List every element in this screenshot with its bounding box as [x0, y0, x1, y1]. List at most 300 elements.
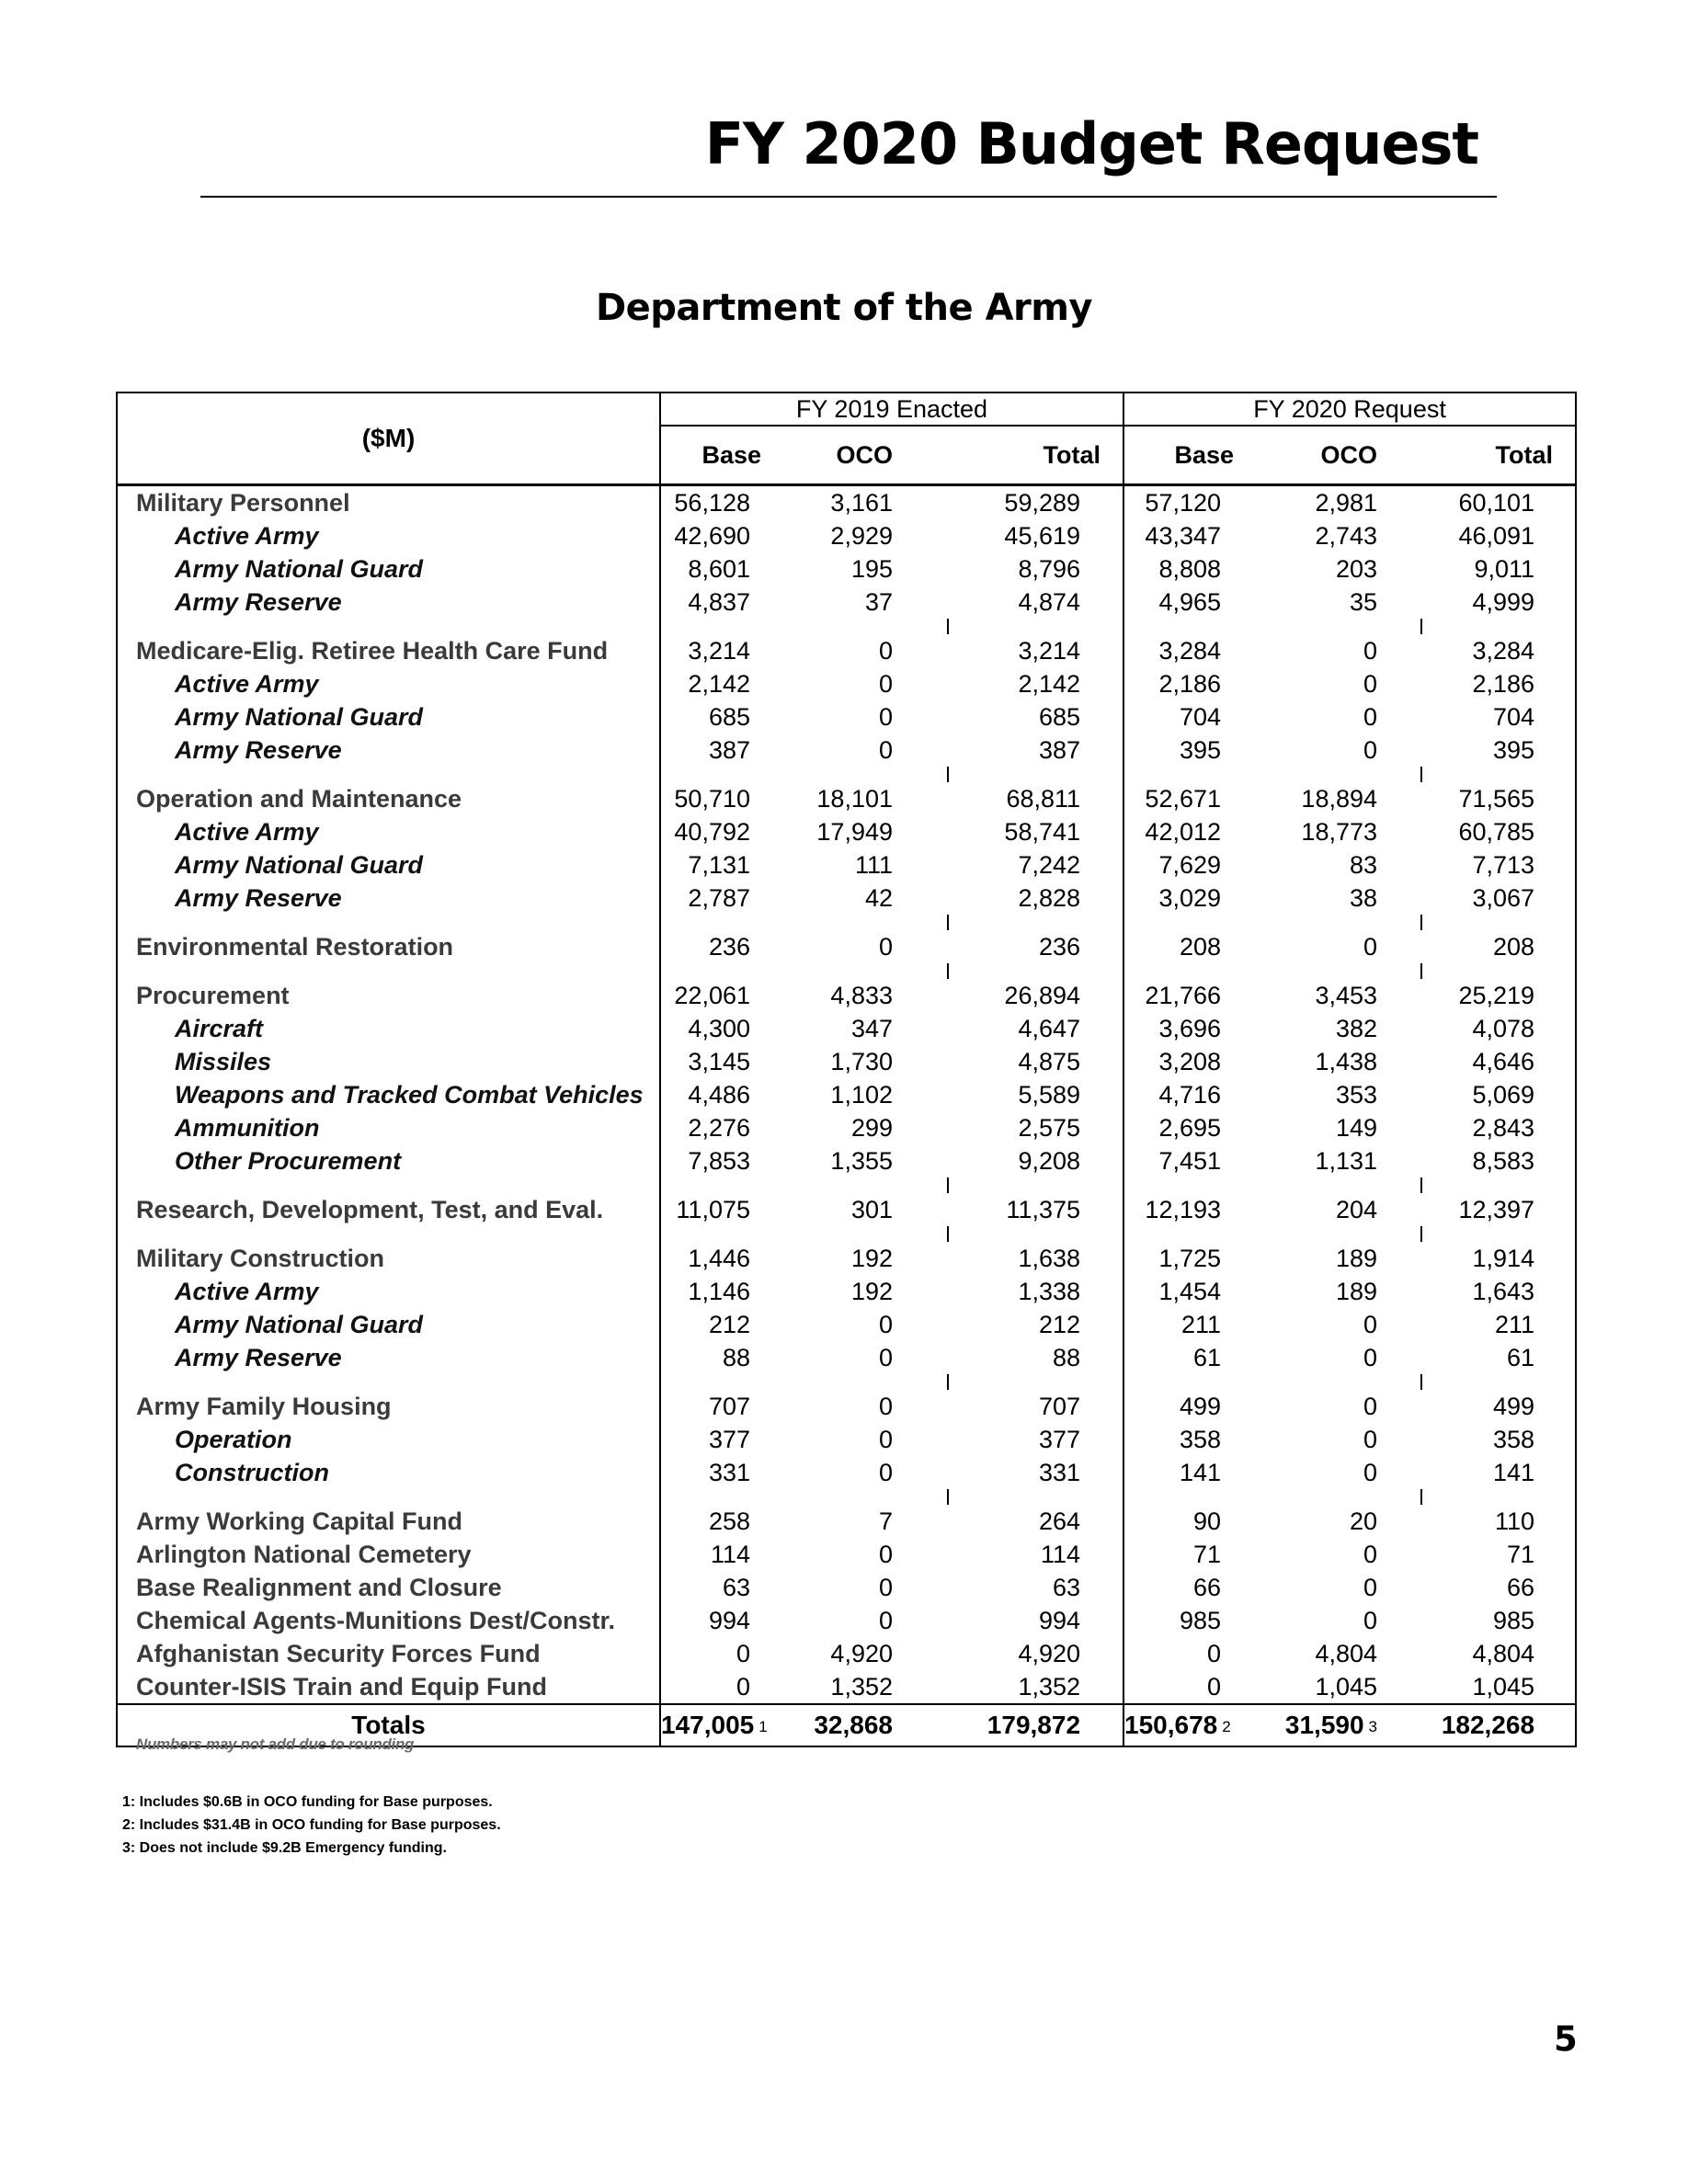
- table-row: [117, 815, 1576, 848]
- table-row: [117, 667, 1576, 700]
- value-cell: 63: [722, 1574, 750, 1601]
- value-cell: 358: [1421, 1423, 1576, 1456]
- value-cell: 258: [708, 1507, 750, 1535]
- value-cell: 114: [948, 1538, 1123, 1571]
- value-cell: 331: [708, 1459, 750, 1486]
- value-cell: 0: [1206, 1640, 1222, 1667]
- value-cell: 26,894: [948, 979, 1123, 1012]
- spacer-cell: [1272, 1374, 1421, 1390]
- row-spacer: [117, 915, 1576, 930]
- value-cell: 387: [948, 734, 1123, 767]
- value-cell: 0: [878, 1574, 893, 1601]
- spacer-cell: [948, 1489, 1123, 1505]
- value-cell: 2,695: [1158, 1114, 1222, 1142]
- value-cell: 18,773: [1301, 818, 1378, 846]
- value-cell: 3,214: [688, 637, 750, 665]
- value-cell: 71,565: [1421, 782, 1576, 815]
- value-cell: 0: [1363, 703, 1378, 731]
- value-cell: 61: [1192, 1344, 1222, 1371]
- value-cell: 110: [1421, 1505, 1576, 1538]
- value-cell: 192: [850, 1278, 893, 1305]
- value-cell: 1,438: [1315, 1048, 1378, 1075]
- value-cell: 0: [1363, 1459, 1378, 1486]
- spacer-cell: [1272, 619, 1421, 634]
- row-spacer: [117, 963, 1576, 979]
- value-cell: 2,981: [1315, 489, 1378, 517]
- value-cell: 0: [1363, 1607, 1378, 1634]
- value-cell: 707: [708, 1393, 750, 1420]
- value-cell: 0: [1363, 1574, 1378, 1601]
- value-cell: 301: [850, 1196, 893, 1223]
- value-cell: 208: [1421, 930, 1576, 963]
- subcategory-label: Other Procurement: [117, 1144, 660, 1177]
- spacer-cell: [1123, 1226, 1272, 1242]
- spacer-cell: [660, 915, 796, 930]
- value-cell: 2,787: [688, 884, 750, 912]
- value-cell: 11,075: [676, 1196, 750, 1223]
- value-cell: 2,142: [688, 670, 750, 698]
- table-row: [117, 634, 1576, 667]
- value-cell: 3,284: [1158, 637, 1222, 665]
- table-row: [117, 1111, 1576, 1144]
- value-cell: 1,146: [688, 1278, 750, 1305]
- table-row: [117, 1308, 1576, 1341]
- spacer-cell: [1272, 767, 1421, 782]
- value-cell: 189: [1335, 1278, 1378, 1305]
- value-cell: 149: [1335, 1114, 1378, 1142]
- value-cell: 8,601: [688, 555, 750, 583]
- totals-label: Totals: [117, 1704, 660, 1746]
- spacer-cell: [1123, 1374, 1272, 1390]
- spacer-cell: [948, 619, 1123, 634]
- value-cell: 25,219: [1421, 979, 1576, 1012]
- value-cell: 7,853: [688, 1147, 750, 1175]
- total-value: [660, 1704, 796, 1746]
- spacer-cell: [1123, 1177, 1272, 1193]
- column-header-oco: OCO: [1272, 426, 1421, 485]
- value-cell: 3,208: [1158, 1048, 1222, 1075]
- value-cell: 2,186: [1158, 670, 1222, 698]
- value-cell: 0: [878, 1607, 893, 1634]
- value-cell: 60,785: [1421, 815, 1576, 848]
- value-cell: 83: [1349, 851, 1378, 879]
- value-cell: 1,045: [1315, 1673, 1378, 1701]
- value-cell: 42,012: [1145, 818, 1222, 846]
- value-cell: 7,451: [1158, 1147, 1222, 1175]
- value-cell: 331: [948, 1456, 1123, 1489]
- value-cell: 994: [708, 1607, 750, 1634]
- value-cell: 195: [850, 555, 893, 583]
- spacer-cell: [948, 1374, 1123, 1390]
- value-cell: 985: [1179, 1607, 1222, 1634]
- spacer-cell: [1123, 619, 1272, 634]
- value-cell: 0: [1363, 670, 1378, 698]
- value-cell: 204: [1335, 1196, 1378, 1223]
- table-row: [117, 1604, 1576, 1637]
- value-cell: 1,131: [1315, 1147, 1378, 1175]
- spacer-cell: [948, 1226, 1123, 1242]
- value-cell: 0: [1206, 1673, 1222, 1701]
- value-cell: 208: [1179, 933, 1222, 961]
- value-cell: 71: [1192, 1541, 1222, 1568]
- value-cell: 4,486: [688, 1081, 750, 1109]
- spacer-cell: [948, 1177, 1123, 1193]
- rounding-note: Numbers may not add due to rounding: [136, 1735, 415, 1753]
- footnote-mark: 3: [1368, 1718, 1378, 1735]
- category-label: Army Family Housing: [117, 1390, 660, 1423]
- value-text: 182,268: [1441, 1711, 1535, 1739]
- table-row: [117, 979, 1576, 1012]
- value-cell: 8,796: [948, 552, 1123, 586]
- spacer-cell: [796, 619, 948, 634]
- value-cell: 212: [708, 1311, 750, 1338]
- value-cell: 0: [878, 736, 893, 764]
- value-cell: 4,965: [1158, 588, 1222, 616]
- value-cell: 11,375: [948, 1193, 1123, 1226]
- value-cell: 0: [878, 703, 893, 731]
- value-cell: 0: [878, 1311, 893, 1338]
- subcategory-label: Army Reserve: [117, 1341, 660, 1374]
- table-row: [117, 1193, 1576, 1226]
- table-row: [117, 734, 1576, 767]
- table-row: [117, 1144, 1576, 1177]
- spacer-cell: [117, 1374, 660, 1390]
- value-cell: 63: [948, 1571, 1123, 1604]
- value-cell: 38: [1349, 884, 1378, 912]
- value-cell: 12,397: [1421, 1193, 1576, 1226]
- category-label: Military Construction: [117, 1242, 660, 1275]
- spacer-cell: [1421, 963, 1576, 979]
- value-cell: 4,716: [1158, 1081, 1222, 1109]
- footnote-mark: 1: [758, 1718, 768, 1735]
- value-cell: 499: [1179, 1393, 1222, 1420]
- value-cell: 22,061: [674, 982, 750, 1009]
- budget-table: [116, 392, 1577, 1747]
- spacer-cell: [796, 767, 948, 782]
- value-cell: 3,067: [1421, 882, 1576, 915]
- spacer-cell: [660, 963, 796, 979]
- spacer-cell: [796, 1489, 948, 1505]
- row-spacer: [117, 1226, 1576, 1242]
- spacer-cell: [117, 1177, 660, 1193]
- value-cell: 7,131: [688, 851, 750, 879]
- value-cell: 7: [878, 1507, 893, 1535]
- value-cell: 52,671: [1145, 785, 1222, 813]
- row-spacer: [117, 1177, 1576, 1193]
- value-text: 32,868: [814, 1711, 893, 1739]
- value-cell: 88: [722, 1344, 750, 1371]
- value-cell: 42,690: [674, 522, 750, 550]
- value-cell: 499: [1421, 1390, 1576, 1423]
- value-cell: 1,914: [1421, 1242, 1576, 1275]
- value-cell: 2,276: [688, 1114, 750, 1142]
- spacer-cell: [660, 1489, 796, 1505]
- value-cell: 0: [1363, 1344, 1378, 1371]
- group-header-fy2019: FY 2019 Enacted: [660, 392, 1123, 426]
- value-cell: 4,804: [1315, 1640, 1378, 1667]
- value-cell: 0: [1363, 1311, 1378, 1338]
- value-cell: 1,730: [830, 1048, 893, 1075]
- spacer-cell: [796, 1374, 948, 1390]
- footnotes: [122, 1791, 501, 1860]
- value-cell: 42: [864, 884, 893, 912]
- value-cell: 37: [864, 588, 893, 616]
- table-row: [117, 848, 1576, 882]
- spacer-cell: [660, 1374, 796, 1390]
- value-text: 179,872: [987, 1711, 1081, 1739]
- value-cell: 0: [1363, 1541, 1378, 1568]
- category-label: Research, Development, Test, and Eval.: [117, 1193, 660, 1226]
- value-cell: 211: [1421, 1308, 1576, 1341]
- value-cell: 1,454: [1158, 1278, 1222, 1305]
- subcategory-label: Ammunition: [117, 1111, 660, 1144]
- spacer-cell: [1421, 1226, 1576, 1242]
- total-value: [1272, 1704, 1421, 1746]
- value-cell: 0: [878, 933, 893, 961]
- value-cell: 43,347: [1145, 522, 1222, 550]
- table-row: [117, 1012, 1576, 1045]
- category-label: Base Realignment and Closure: [117, 1571, 660, 1604]
- value-cell: 985: [1421, 1604, 1576, 1637]
- value-cell: 0: [1363, 1393, 1378, 1420]
- subcategory-label: Army National Guard: [117, 848, 660, 882]
- value-text: 150,678: [1124, 1711, 1218, 1739]
- spacer-cell: [796, 1177, 948, 1193]
- value-text: 31,590: [1284, 1711, 1364, 1739]
- value-cell: 18,101: [816, 785, 893, 813]
- total-value: [1421, 1704, 1576, 1746]
- value-cell: 60,101: [1421, 485, 1576, 520]
- value-text: 147,005: [661, 1711, 755, 1739]
- value-cell: 4,920: [948, 1637, 1123, 1670]
- value-cell: 18,894: [1301, 785, 1378, 813]
- value-cell: 264: [948, 1505, 1123, 1538]
- table-row: [117, 1390, 1576, 1423]
- category-label: Arlington National Cemetery: [117, 1538, 660, 1571]
- column-header-base: Base: [660, 426, 796, 485]
- value-cell: 50,710: [674, 785, 750, 813]
- value-cell: 685: [948, 700, 1123, 734]
- spacer-cell: [1123, 963, 1272, 979]
- value-cell: 1,643: [1421, 1275, 1576, 1308]
- value-cell: 1,638: [948, 1242, 1123, 1275]
- column-header-total: Total: [948, 426, 1123, 485]
- spacer-cell: [117, 619, 660, 634]
- subcategory-label: Active Army: [117, 815, 660, 848]
- value-cell: 3,284: [1421, 634, 1576, 667]
- footnote-3: 3: Does not include $9.2B Emergency funding.: [122, 1840, 447, 1856]
- total-value: [796, 1704, 948, 1746]
- subcategory-label: Army Reserve: [117, 734, 660, 767]
- value-cell: 0: [736, 1640, 750, 1667]
- category-label: Operation and Maintenance: [117, 782, 660, 815]
- spacer-cell: [1272, 963, 1421, 979]
- value-cell: 1,045: [1421, 1670, 1576, 1704]
- table-row: [117, 1670, 1576, 1704]
- value-cell: 2,743: [1315, 522, 1378, 550]
- value-cell: 8,583: [1421, 1144, 1576, 1177]
- value-cell: 2,186: [1421, 667, 1576, 700]
- value-cell: 4,837: [688, 588, 750, 616]
- value-cell: 189: [1335, 1245, 1378, 1272]
- value-cell: 68,811: [948, 782, 1123, 815]
- subcategory-label: Construction: [117, 1456, 660, 1489]
- value-cell: 141: [1179, 1459, 1222, 1486]
- spacer-cell: [1272, 1177, 1421, 1193]
- value-cell: 3,161: [830, 489, 893, 517]
- value-cell: 111: [854, 851, 893, 879]
- value-cell: 212: [948, 1308, 1123, 1341]
- subcategory-label: Active Army: [117, 519, 660, 552]
- value-cell: 358: [1179, 1426, 1222, 1453]
- value-cell: 8,808: [1158, 555, 1222, 583]
- spacer-cell: [1421, 1177, 1576, 1193]
- table-row: [117, 882, 1576, 915]
- value-cell: 4,875: [948, 1045, 1123, 1078]
- subcategory-label: Active Army: [117, 1275, 660, 1308]
- value-cell: 71: [1421, 1538, 1576, 1571]
- subcategory-label: Army National Guard: [117, 552, 660, 586]
- table-row: [117, 1456, 1576, 1489]
- value-cell: 12,193: [1145, 1196, 1222, 1223]
- spacer-cell: [1421, 915, 1576, 930]
- spacer-cell: [117, 963, 660, 979]
- value-cell: 192: [850, 1245, 893, 1272]
- value-cell: 704: [1179, 703, 1222, 731]
- spacer-cell: [1272, 915, 1421, 930]
- spacer-cell: [948, 963, 1123, 979]
- category-label: Medicare-Elig. Retiree Health Care Fund: [117, 634, 660, 667]
- value-cell: 4,920: [830, 1640, 893, 1667]
- value-cell: 5,069: [1421, 1078, 1576, 1111]
- page-subtitle: Department of the Army: [595, 287, 1093, 329]
- table-row: [117, 700, 1576, 734]
- spacer-cell: [796, 915, 948, 930]
- spacer-cell: [1123, 1489, 1272, 1505]
- value-cell: 353: [1335, 1081, 1378, 1109]
- spacer-cell: [1272, 1489, 1421, 1505]
- value-cell: 0: [878, 1426, 893, 1453]
- spacer-cell: [117, 915, 660, 930]
- spacer-cell: [660, 767, 796, 782]
- value-cell: 2,142: [948, 667, 1123, 700]
- value-cell: 141: [1421, 1456, 1576, 1489]
- value-cell: 45,619: [948, 519, 1123, 552]
- spacer-cell: [660, 1226, 796, 1242]
- value-cell: 9,011: [1421, 552, 1576, 586]
- value-cell: 7,713: [1421, 848, 1576, 882]
- table-row: [117, 586, 1576, 619]
- value-cell: 3,453: [1315, 982, 1378, 1009]
- title-divider: [200, 196, 1497, 198]
- table-row: [117, 1505, 1576, 1538]
- value-cell: 4,646: [1421, 1045, 1576, 1078]
- value-cell: 0: [1363, 736, 1378, 764]
- value-cell: 707: [948, 1390, 1123, 1423]
- value-cell: 5,589: [948, 1078, 1123, 1111]
- value-cell: 377: [948, 1423, 1123, 1456]
- value-cell: 0: [878, 670, 893, 698]
- value-cell: 0: [878, 637, 893, 665]
- value-cell: 7,242: [948, 848, 1123, 882]
- spacer-cell: [1421, 1374, 1576, 1390]
- value-cell: 3,145: [688, 1048, 750, 1075]
- value-cell: 2,843: [1421, 1111, 1576, 1144]
- value-cell: 0: [878, 1459, 893, 1486]
- total-value: [1123, 1704, 1272, 1746]
- footnote-2: 2: Includes $31.4B in OCO funding for Base purposes.: [122, 1817, 501, 1833]
- subcategory-label: Weapons and Tracked Combat Vehicles: [117, 1078, 660, 1111]
- footnote-1: 1: Includes $0.6B in OCO funding for Base purposes.: [122, 1794, 493, 1810]
- category-label: Army Working Capital Fund: [117, 1505, 660, 1538]
- spacer-cell: [948, 915, 1123, 930]
- category-label: Environmental Restoration: [117, 930, 660, 963]
- spacer-cell: [1123, 915, 1272, 930]
- value-cell: 1,102: [830, 1081, 893, 1109]
- value-cell: 395: [1421, 734, 1576, 767]
- table-row: [117, 552, 1576, 586]
- value-cell: 57,120: [1145, 489, 1222, 517]
- value-cell: 1,338: [948, 1275, 1123, 1308]
- unit-label: ($M): [117, 392, 660, 485]
- subcategory-label: Operation: [117, 1423, 660, 1456]
- category-label: Chemical Agents-Munitions Dest/Constr.: [117, 1604, 660, 1637]
- subcategory-label: Army National Guard: [117, 1308, 660, 1341]
- value-cell: 59,289: [948, 485, 1123, 520]
- row-spacer: [117, 619, 1576, 634]
- spacer-cell: [796, 963, 948, 979]
- column-header-total: Total: [1421, 426, 1576, 485]
- value-cell: 3,696: [1158, 1015, 1222, 1042]
- value-cell: 994: [948, 1604, 1123, 1637]
- spacer-cell: [796, 1226, 948, 1242]
- value-cell: 9,208: [948, 1144, 1123, 1177]
- table-row: [117, 1423, 1576, 1456]
- value-cell: 1,725: [1158, 1245, 1222, 1272]
- category-label: Military Personnel: [117, 485, 660, 520]
- value-cell: 0: [736, 1673, 750, 1701]
- table-row: [117, 1637, 1576, 1670]
- column-header-oco: OCO: [796, 426, 948, 485]
- value-cell: 0: [878, 1541, 893, 1568]
- value-cell: 395: [1179, 736, 1222, 764]
- spacer-cell: [117, 1489, 660, 1505]
- value-cell: 1,352: [830, 1673, 893, 1701]
- value-cell: 0: [1363, 1426, 1378, 1453]
- value-cell: 0: [1363, 933, 1378, 961]
- page-title: FY 2020 Budget Request: [704, 110, 1478, 177]
- value-cell: 35: [1349, 588, 1378, 616]
- table-row: [117, 1078, 1576, 1111]
- value-cell: 1,352: [948, 1670, 1123, 1704]
- page-number: 5: [1554, 2019, 1578, 2059]
- table-body: [117, 485, 1576, 1747]
- value-cell: 347: [850, 1015, 893, 1042]
- value-cell: 4,874: [948, 586, 1123, 619]
- value-cell: 58,741: [948, 815, 1123, 848]
- subcategory-label: Army National Guard: [117, 700, 660, 734]
- value-cell: 88: [948, 1341, 1123, 1374]
- value-cell: 4,300: [688, 1015, 750, 1042]
- spacer-cell: [1421, 1489, 1576, 1505]
- table-row: [117, 519, 1576, 552]
- value-cell: 3,214: [948, 634, 1123, 667]
- value-cell: 2,575: [948, 1111, 1123, 1144]
- value-cell: 704: [1421, 700, 1576, 734]
- value-cell: 0: [878, 1393, 893, 1420]
- value-cell: 377: [708, 1426, 750, 1453]
- value-cell: 685: [708, 703, 750, 731]
